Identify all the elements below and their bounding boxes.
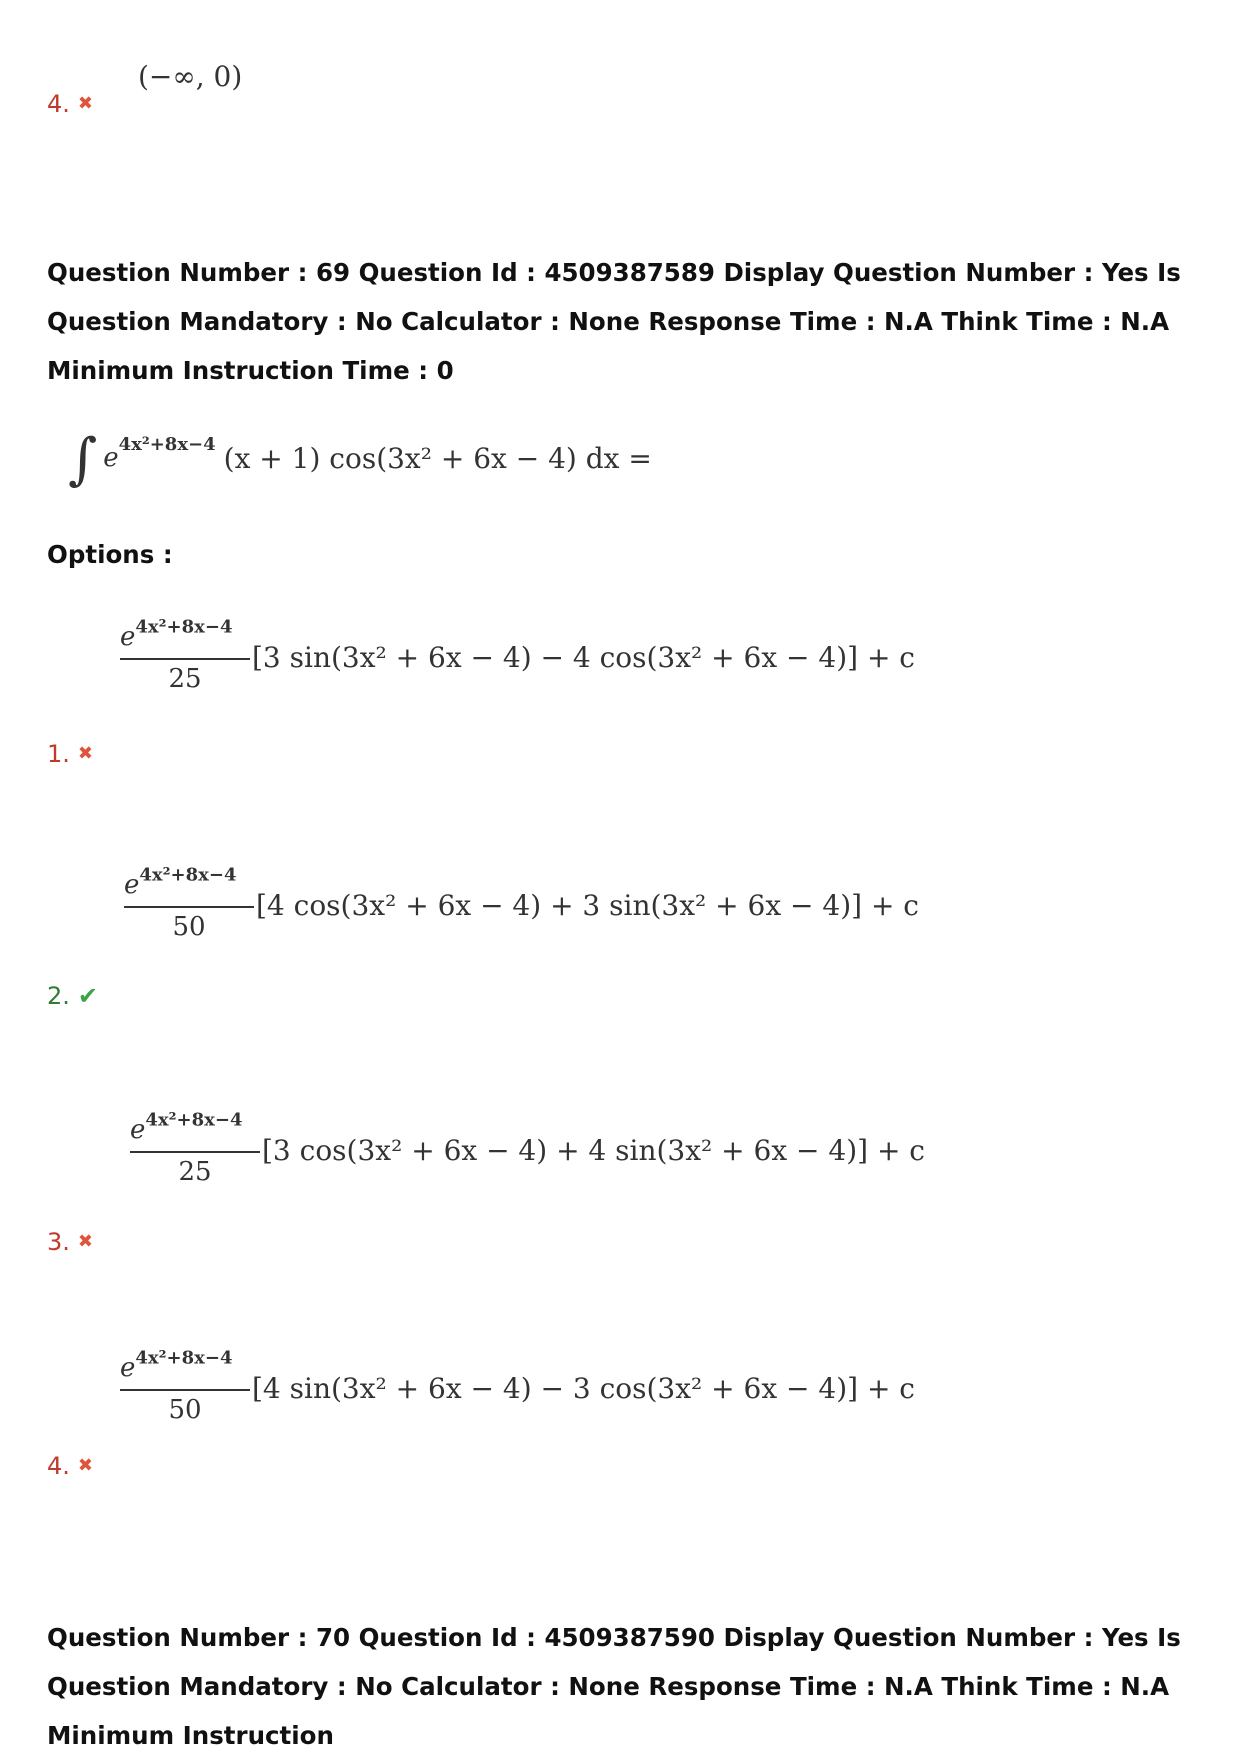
- integral-body: (x + 1) cos(3x² + 6x − 4) dx =: [223, 441, 652, 475]
- option-4-label[interactable]: [47, 1452, 93, 1480]
- denominator: 50: [168, 1394, 202, 1425]
- question-header: Question Number : 69 Question Id : 4509387589 Display Question Number : Yes Is Question Mandatory : No Calculator : None Response Time : N.A Think Time : N.A Minimum Instruction Time : 0: [47, 258, 1181, 385]
- options-title: Options :: [47, 540, 173, 569]
- option-3-formula: [130, 1109, 925, 1187]
- option-expression: [4 sin(3x² + 6x − 4) − 3 cos(3x² + 6x − 4)] + c: [252, 1372, 915, 1406]
- question-header: Question Number : 70 Question Id : 4509387590 Display Question Number : Yes Is Question Mandatory : No Calculator : None Response Time : N.A Think Time : N.A Minimum Instruction: [47, 1623, 1181, 1750]
- denominator: 25: [168, 663, 202, 694]
- wrong-mark-icon: ✖: [77, 1455, 93, 1476]
- integral-exponent: 4x²+8x−4: [118, 433, 216, 455]
- option-number: 2.: [47, 982, 70, 1010]
- option-3-label[interactable]: [47, 1228, 93, 1256]
- numerator-exponent: 4x²+8x−4: [135, 616, 233, 638]
- option-number: 4.: [47, 1452, 70, 1480]
- integral-base: e: [103, 443, 119, 473]
- wrong-mark-icon: ✖: [77, 1231, 93, 1252]
- wrong-mark-icon: ✖: [77, 93, 93, 114]
- option-expression: [3 cos(3x² + 6x − 4) + 4 sin(3x² + 6x − 4)] + c: [262, 1134, 925, 1168]
- prev-option-math: (−∞, 0): [138, 60, 243, 93]
- numerator-base: e: [124, 870, 140, 900]
- option-2-label[interactable]: [47, 982, 98, 1010]
- numerator-base: e: [130, 1115, 146, 1145]
- option-4-formula: [120, 1347, 915, 1425]
- option-1-formula: [120, 616, 915, 694]
- option-2-formula: [124, 864, 919, 942]
- option-number: 1.: [47, 740, 70, 768]
- numerator-exponent: 4x²+8x−4: [145, 1109, 243, 1131]
- wrong-mark-icon: ✖: [77, 743, 93, 764]
- denominator: 25: [178, 1156, 212, 1187]
- option-number: 3.: [47, 1228, 70, 1256]
- integral-sign-icon: ∫: [68, 427, 98, 492]
- numerator-base: e: [120, 1353, 136, 1383]
- denominator: 50: [172, 911, 206, 942]
- prev-option-label: [47, 90, 93, 118]
- option-expression: [3 sin(3x² + 6x − 4) − 4 cos(3x² + 6x − 4)] + c: [252, 641, 915, 675]
- correct-mark-icon: ✔: [77, 982, 99, 1010]
- numerator-exponent: 4x²+8x−4: [139, 864, 237, 886]
- numerator-base: e: [120, 622, 136, 652]
- option-expression: [4 cos(3x² + 6x − 4) + 3 sin(3x² + 6x − 4)] + c: [256, 889, 919, 923]
- numerator-exponent: 4x²+8x−4: [135, 1347, 233, 1369]
- option-1-label[interactable]: [47, 740, 93, 768]
- question-integral: [68, 427, 652, 492]
- option-number: 4.: [47, 90, 70, 118]
